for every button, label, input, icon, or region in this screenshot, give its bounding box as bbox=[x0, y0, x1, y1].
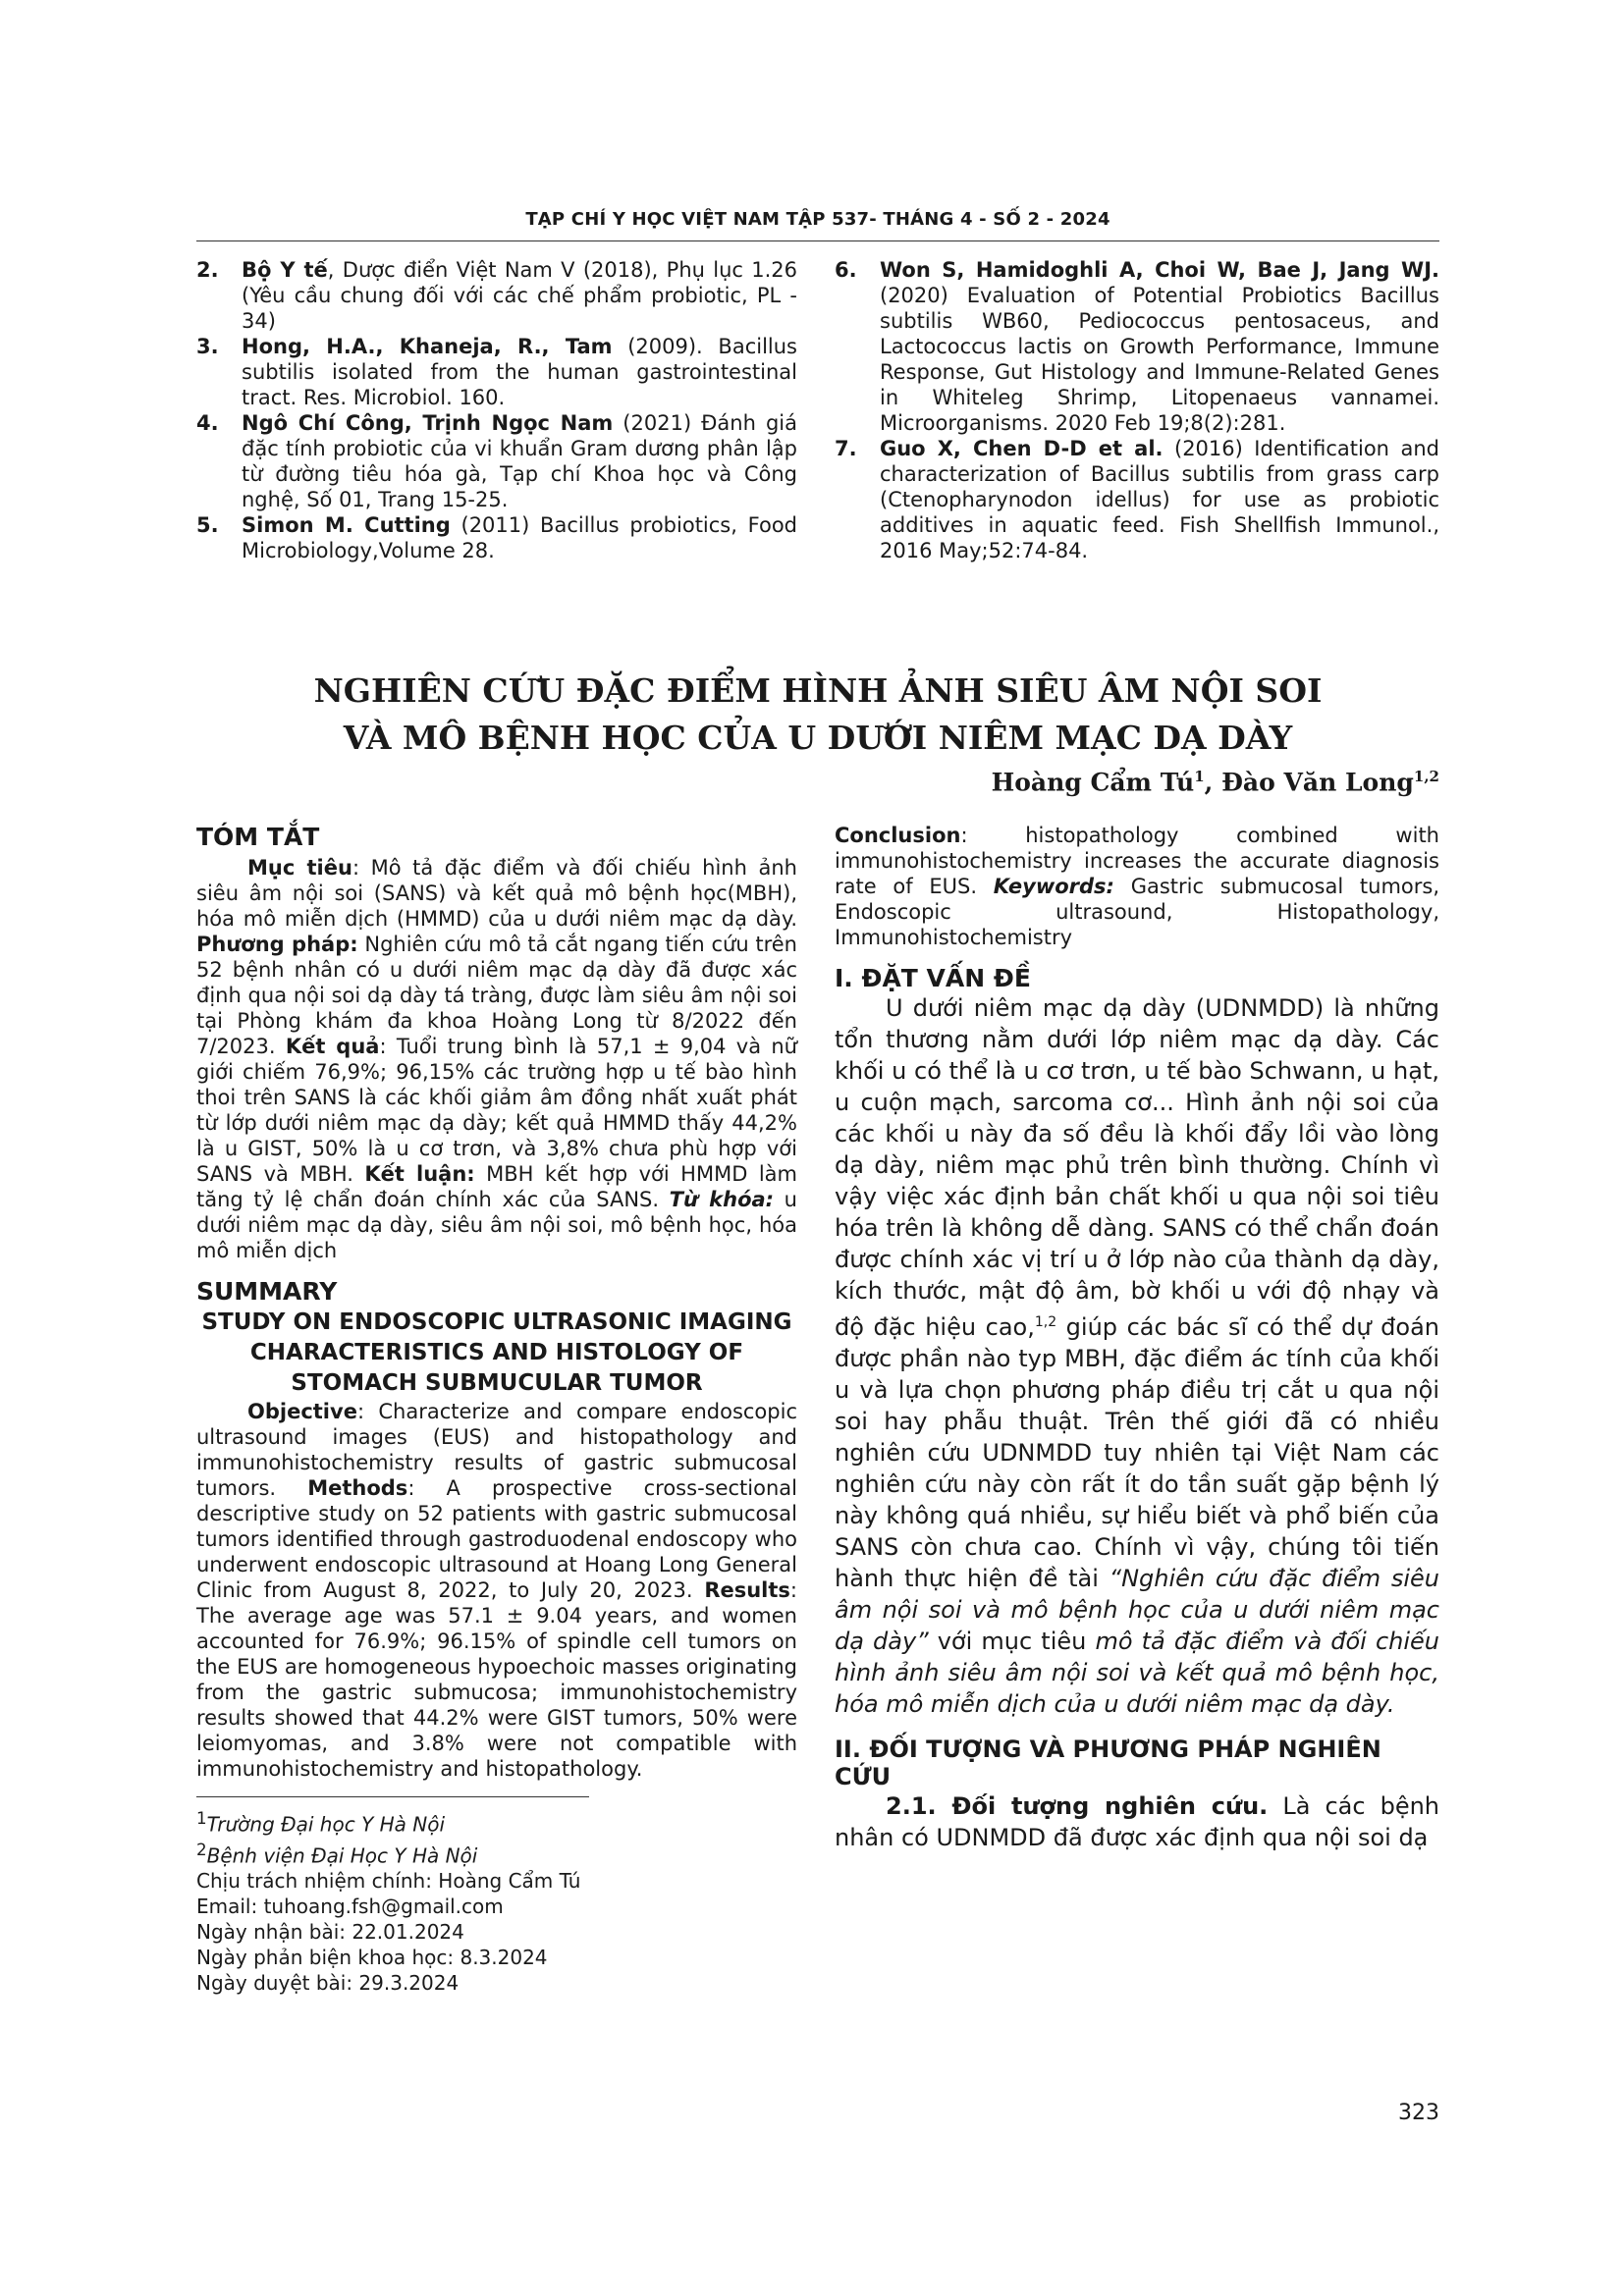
reference-item: 4. Ngô Chí Công, Trịnh Ngọc Nam (2021) Đánh giá đặc tính probiotic của vi khuẩn Gram dương phân lập từ đường tiêu hóa gà, Tạp chí Khoa học và Công nghệ, Số 01, Trang 15-25. bbox=[196, 411, 797, 511]
summary-title: STUDY ON ENDOSCOPIC ULTRASONIC IMAGING CHARACTERISTICS AND HISTOLOGY OF STOMACH SUBMUCULAR TUMOR bbox=[201, 1309, 792, 1396]
footnotes bbox=[196, 1806, 797, 1996]
summary-en-text: Objective: Characterize and compare endoscopic ultrasound images (EUS) and histopathology and immunohistochemistry results of gastric submucosal tumors. Methods: A prospective cross-sectional descriptive study on 52 patients with gastric submucosal tumors identified through gastroduodenal endoscopy who underwent endoscopic ultrasound at Hoang Long General Clinic from August 8, 2022, to July 20, 2023. Results: The average age was 57.1 ± 9.04 years, and women accounted for 76.9%; 96.15% of spindle cell tumors on the EUS are homogeneous hypoechoic masses originating from the gastric submucosa; immunohistochemistry results showed that 44.2% were GIST tumors, 50% were leiomyomas, and 3.8% were not compatible with immunohistochemistry and histopathology. bbox=[196, 1400, 797, 1781]
summary-en-continued: Conclusion: histopathology combined with immunohistochemistry increases the accurate diagnosis rate of EUS. Keywords: Gastric submucosal tumors, Endoscopic ultrasound, Histopathology, Immunohistochemistry bbox=[835, 824, 1439, 949]
reference-item: 6. Won S, Hamidoghli A, Choi W, Bae J, Jang WJ. (2020) Evaluation of Potential Probiotics Bacillus subtilis WB60, Pediococcus pentosaceus, and Lactococcus lactis on Growth Performance, Immune Response, Gut Histology and Immune-Related Genes in Whiteleg Shrimp, Litopenaeus vannamei. Microorganisms. 2020 Feb 19;8(2):281. bbox=[835, 258, 1439, 435]
right-column bbox=[835, 823, 1439, 1853]
affiliation-1: $^1$Trường Đại học Y Hà Nội bbox=[196, 1809, 446, 1837]
journal-header: TẠP CHÍ Y HỌC VIỆT NAM TẬP 537- THÁNG 4 - SỐ 2 - 2024 bbox=[525, 209, 1110, 230]
authors: Hoàng Cẩm $Tú^1$, Đào Văn Long$^{1,2}$ bbox=[991, 768, 1439, 797]
abstract-left-column bbox=[196, 823, 797, 1782]
section-1-text: U dưới niêm mạc dạ dày (UDNMDD) là những tổn thương nằm dưới lớp niêm mạc dạ dày. Các khối u có thể là u cơ trơn, u tế bào Schwann, u hạt, u cuộn mạch, sarcoma cơ... Hình ảnh nội soi của các khối u này đa số đều là khối đẩy lồi vào lòng dạ dày, niêm mạc phủ trên bình thường. Chính vì vậy việc xác định bản chất khối u qua nội soi tiêu hóa trên là không dễ dàng. SANS có thể chẩn đoán được chính xác vị trí u ở lớp nào của thành dạ dày, kích thước, mật độ âm, bờ khối u với độ nhạy và độ đặc hiệu cao,$^{1,2}$ giúp các bác sĩ có thể dự đoán được phần nào typ MBH, đặc điểm ác tính của khối u và lựa chọn phương pháp điều trị cắt u qua nội soi hay phẫu thuật. Trên thế giới đã có nhiều nghiên cứu UDNMDD tuy nhiên tại Việt Nam các nghiên cứu này còn rất ít do tần suất gặp bệnh lý này không quá nhiều, sự hiểu biết và phổ biến của SANS còn chưa cao. Chính vì vậy, chúng tôi tiến hành thực hiện đề tài “Nghiên cứu đặc điểm siêu âm nội soi và mô bệnh học của u dưới niêm mạc dạ dày” với mục tiêu mô tả đặc điểm và đối chiếu hình ảnh siêu âm nội soi và kết quả mô bệnh học, hóa mô miễn dịch của u dưới niêm mạc dạ dày. bbox=[835, 994, 1439, 1718]
responsible-author: Chịu trách nhiệm chính: Hoàng Cẩm Tú bbox=[196, 1869, 581, 1894]
received-date: Ngày nhận bài: 22.01.2024 bbox=[196, 1920, 464, 1945]
section-2-heading: II. ĐỐI TƯỢNG VÀ PHƯƠNG PHÁP NGHIÊN CỨU bbox=[835, 1735, 1381, 1790]
references-left bbox=[196, 257, 797, 563]
reference-item: 7. Guo X, Chen D-D et al. (2016) Identification and characterization of Bacillus subtilis from grass carp (Ctenopharynodon idellus) for use as probiotic additives in aquatic feed. Fish Shellfish Immunol., 2016 May;52:74-84. bbox=[835, 437, 1439, 562]
section-2-text: 2.1. Đối tượng nghiên cứu. Là các bệnh nhân có UDNMDD đã được xác định qua nội soi dạ bbox=[835, 1792, 1440, 1851]
references-right bbox=[835, 257, 1439, 563]
accepted-date: Ngày duyệt bài: 29.3.2024 bbox=[196, 1971, 460, 1996]
reference-item: 5. Simon M. Cutting (2011) Bacillus probiotics, Food Microbiology,Volume 28. bbox=[196, 513, 797, 562]
footnote-rule bbox=[196, 1796, 589, 1797]
header-rule bbox=[196, 240, 1439, 241]
article-title bbox=[196, 667, 1439, 762]
reviewed-date: Ngày phản biện khoa học: 8.3.2024 bbox=[196, 1946, 548, 1970]
section-1-heading: I. ĐẶT VẤN ĐỀ bbox=[835, 964, 1031, 992]
reference-item: 3. Hong, H.A., Khaneja, R., Tam (2009). Bacillus subtilis isolated from the human gastrointestinal tract. Res. Microbiol. 160. bbox=[196, 335, 797, 409]
reference-item: 2. Bộ Y tế, Dược điển Việt Nam V (2018), Phụ lục 1.26 (Yêu cầu chung đối với các chế phẩm probiotic, PL - 34) bbox=[196, 258, 797, 333]
email: Email: tuhoang.fsh@gmail.com bbox=[196, 1895, 504, 1919]
title-line-1: NGHIÊN CỨU ĐẶC ĐIỂM HÌNH ẢNH SIÊU ÂM NỘI SOI bbox=[313, 671, 1323, 710]
abstract-heading: TÓM TẮT bbox=[196, 823, 320, 851]
page-number: 323 bbox=[1398, 2101, 1439, 2125]
title-line-2: VÀ MÔ BỆNH HỌC CỦA U DƯỚI NIÊM MẠC DẠ DÀY bbox=[343, 719, 1293, 757]
affiliation-2: $^2$Bệnh viện Đại Học Y Hà Nội bbox=[196, 1840, 478, 1868]
summary-heading: SUMMARY bbox=[196, 1277, 338, 1306]
abstract-vi-text: Mục tiêu: Mô tả đặc điểm và đối chiếu hình ảnh siêu âm nội soi (SANS) và kết quả mô bệnh học(MBH), hóa mô miễn dịch (HMMD) của u dưới niêm mạc dạ dày. Phương pháp: Nghiên cứu mô tả cắt ngang tiến cứu trên 52 bệnh nhân có u dưới niêm mạc dạ dày đã được xác định qua nội soi dạ dày tá tràng, được làm siêu âm nội soi tại Phòng khám đa khoa Hoàng Long từ 8/2022 đến 7/2023. Kết quả: Tuổi trung bình là 57,1 ± 9,04 và nữ giới chiếm 76,9%; 96,15% các trường hợp u tế bào hình thoi trên SANS là các khối giảm âm đồng nhất xuất phát từ lớp dưới niêm mạc dạ dày; kết quả HMMD thấy 44,2% là u GIST, 50% là u cơ trơn, và 3,8% chưa phù hợp với SANS và MBH. Kết luận: MBH kết hợp với HMMD làm tăng tỷ lệ chẩn đoán chính xác của SANS. Từ khóa: u dưới niêm mạc dạ dày, siêu âm nội soi, mô bệnh học, hóa mô miễn dịch bbox=[196, 856, 797, 1262]
